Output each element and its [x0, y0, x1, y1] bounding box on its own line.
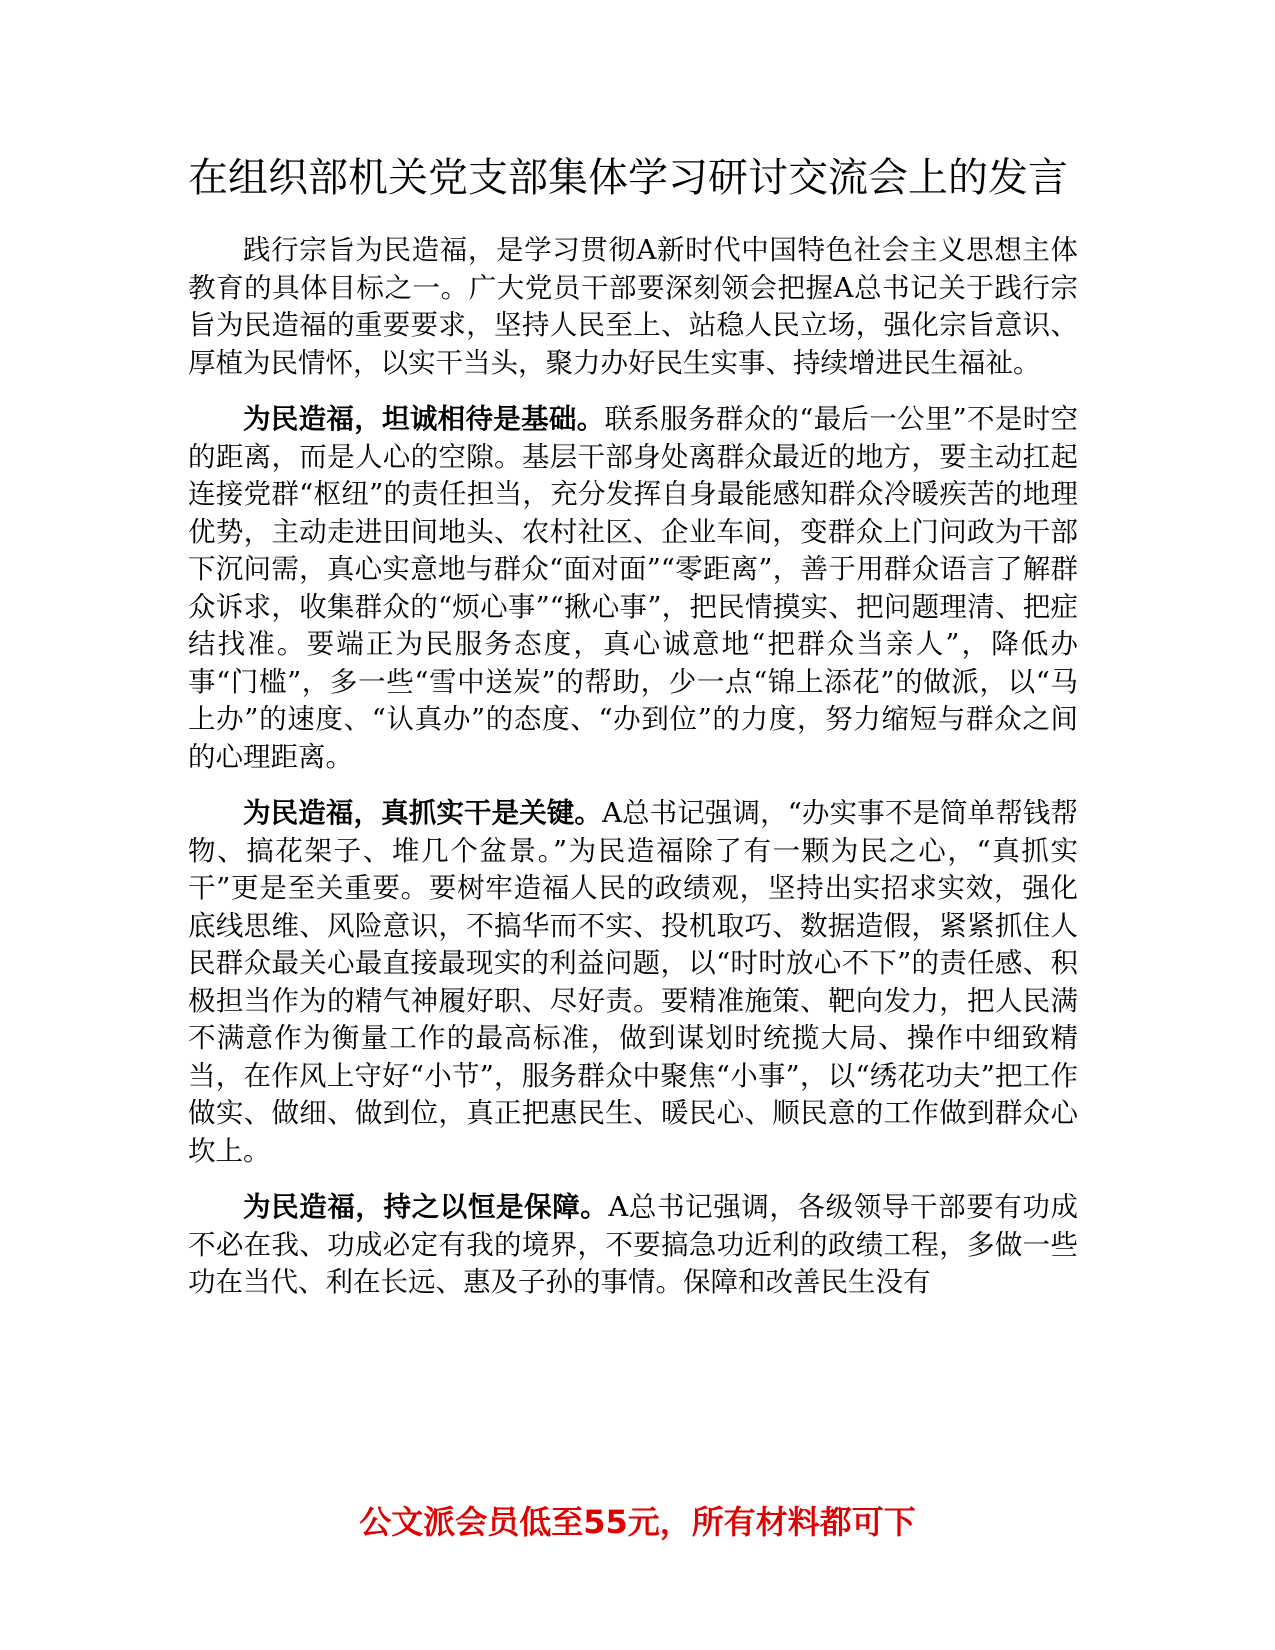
document-body — [188, 150, 1078, 1321]
section-paragraph-3 — [188, 1189, 1078, 1302]
section-lead-3: 为民造福，持之以恒是保障。 — [243, 1191, 609, 1223]
section-paragraph-1 — [188, 401, 1078, 776]
section-lead-2: 为民造福，真抓实干是关键。 — [243, 797, 603, 829]
section-paragraph-2 — [188, 795, 1078, 1170]
document-title: 在组织部机关党支部集体学习研讨交流会上的发言 — [188, 155, 1068, 201]
section-lead-1: 为民造福，坦诚相待是基础。 — [243, 403, 605, 435]
section-body-3: A总书记强调，各级领导干部要有功成不必在我、功成必定有我的境界，不要搞急功近利的政绩工程，多做一些功在当代、利在长远、惠及子孙的事情。保障和改善民生没有 — [188, 1191, 1079, 1298]
section-body-1: 联系服务群众的“最后一公里”不是时空的距离，而是人心的空隙。基层干部身处离群众最近的地方，要主动扛起连接党群“枢纽”的责任担当，充分发挥自身最能感知群众冷暖疾苦的地理优势，主动走进田间地头、农村社区、企业车间，变群众上门问政为干部下沉问需，真心实意地与群众“面对面”“零距离”，善于用群众语言了解群众诉求，收集群众的“烦心事”“揪心事”，把民情摸实、把问题理清、把症结找准。要端正为民服务态度，真心诚意地“把群众当亲人”，降低办事“门槛”，多一些“雪中送炭”的帮助，少一点“锦上添花”的做派，以“马上办”的速度、“认真办”的态度、“办到位”的力度，努力缩短与群众之间的心理距离。 — [188, 403, 1078, 773]
section-body-2: A总书记强调，“办实事不是简单帮钱帮物、搞花架子、堆几个盆景。”为民造福除了有一颗为民之心，“真抓实干”更是至关重要。要树牢造福人民的政绩观，坚持出实招求实效，强化底线思维、风险意识，不搞华而不实、投机取巧、数据造假，紧紧抓住人民群众最关心最直接最现实的利益问题，以“时时放心不下”的责任感、积极担当作为的精气神履好职、尽好责。要精准施策、靶向发力，把人民满不满意作为衡量工作的最高标准，做到谋划时统揽大局、操作中细致精当，在作风上守好“小节”，服务群众中聚焦“小事”，以“绣花功夫”把工作做实、做细、做到位，真正把惠民生、暖民心、顺民意的工作做到群众心坎上。 — [188, 797, 1079, 1167]
intro-paragraph: 践行宗旨为民造福，是学习贯彻A新时代中国特色社会主义思想主体教育的具体目标之一。广大党员干部要深刻领会把握A总书记关于践行宗旨为民造福的重要要求，坚持人民至上、站稳人民立场，强化宗旨意识、厚植为民情怀，以实干当头，聚力办好民生实事、持续增进民生福祉。 — [188, 234, 1078, 379]
promo-banner: 公文派会员低至55元，所有材料都可下 — [359, 1503, 916, 1541]
